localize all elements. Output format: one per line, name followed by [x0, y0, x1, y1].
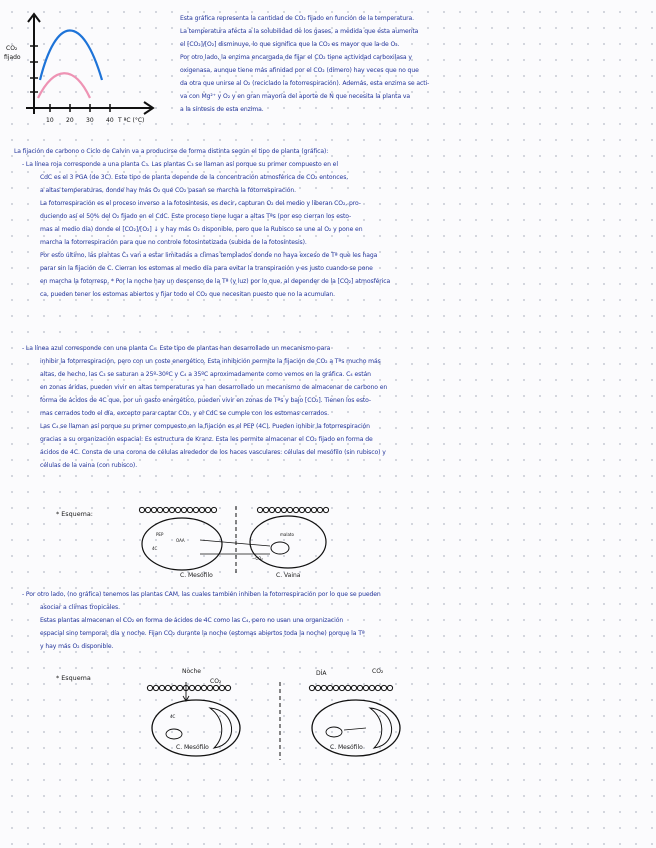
c4-curve-blue — [40, 30, 102, 80]
text-line: - La línea azul corresponde con una planta C₄. Este tipo de plantas han desarrollado un mecanismo para — [22, 345, 331, 352]
x-axis-label: T ªC (°C) — [118, 117, 145, 124]
co2-right-label: CO₂ — [372, 668, 384, 675]
text-line: parar sin la fijación de C. Cierran los estomas al medio día para evitar la transpiración y es justo cuando se pone — [40, 265, 373, 272]
text-line: oxigenasa, aunque tiene más afinidad por el CO₂ (dímero) hay veces que no que — [180, 67, 419, 74]
text-line: espacial sino temporal: día y noche. Fijan CO₂ durante la noche (estomas abiertos toda la noche) porque la Tª — [40, 630, 365, 637]
text-line: altas, de hecho, las C₃ se saturan a 25º-30ºC y C₄ a 35ºC aproximadamente como vemos en la gráfica. C₄ están — [40, 371, 371, 378]
vacuole-day — [370, 708, 392, 748]
c4-kranz-diagram — [130, 502, 370, 582]
text-line: a la síntesis de esta enzima. — [180, 106, 264, 113]
scheme-2-label: * Esquema — [56, 674, 91, 682]
temperature-co2-graph — [4, 10, 164, 140]
svg-text:4C: 4C — [152, 546, 158, 551]
text-line: Por esto último, las plantas C₃ van a estar limitadas a climas templados donde no haya exceso de Tª que les haga — [40, 252, 378, 259]
mesofilo-left-label: C. Mesófilo — [176, 744, 209, 751]
text-line: mas cerrados todo el día, excepto para captar CO₂, y el CdC se cumple con los estomas cerrados. — [40, 410, 329, 417]
x-tick-30: 30 — [86, 117, 94, 124]
x-tick-10: 10 — [46, 117, 54, 124]
scheme-1-label: * Esquema: — [56, 510, 93, 518]
text-line: Esta gráfica representa la cantidad de CO₂ fijado en función de la temperatura. — [180, 15, 414, 22]
text-line: células de la vaina (con rubisco). — [40, 462, 138, 469]
membrane-chain — [147, 685, 230, 690]
text-line: La temperatura afecta a la solubilidad de los gases, a medida que esta aumenta — [180, 28, 419, 35]
mesofilo-label: C. Mesófilo — [180, 572, 213, 579]
text-line: y hay más O₂ disponible. — [40, 643, 114, 650]
text-line: gracias a su organización espacial: Es estructura de Kranz. Esta les permite almacenar el CO₂ fijado en forma de — [40, 436, 373, 443]
text-line: ácidos de 4C. Consta de una corona de células alrededor de los haces vasculares: células del mesófilo (sin rubisco) y — [40, 449, 386, 456]
x-tick-40: 40 — [106, 117, 114, 124]
y-axis-label-2: fijado — [4, 54, 21, 61]
svg-text:4C: 4C — [170, 714, 176, 719]
text-line: La fotorrespiración es el proceso inverso a la fotosíntesis, es decir, capturan O₂ del medio y liberan CO₂, pro- — [40, 200, 361, 207]
membrane-chain — [309, 685, 392, 690]
y-axis-label-1: CO₂ — [6, 45, 18, 52]
text-line: en marcha la fotorresp. * Por la noche hay un descenso de la Tª (y luz) por lo que, al depender de la [CO₂] atmosférica — [40, 278, 391, 285]
text-line: inhibir la fotorrespiración, pero con un coste energético. Esta inhibición permite la fijación de CO₂ a Tªs mucho más — [40, 358, 381, 365]
c3-curve-pink — [38, 73, 90, 98]
mesofilo-right-label: C. Mesófilo — [330, 744, 363, 751]
text-line: en zonas áridas, pueden vivir en altas temperaturas ya han desarrollado un mecanismo de almacenar de carbono en — [40, 384, 388, 391]
membrane-chain — [257, 507, 328, 512]
section-c4-plants — [14, 342, 640, 472]
text-line: - Por otro lado, (no gráfica) tenemos las plantas CAM, las cuales también inhiben la fotorrespiración por lo que se pueden — [22, 591, 381, 598]
vacuole-night — [210, 708, 232, 748]
text-line: a altas temperaturas, donde hay más O₂ que CO₂ pasan se marcha la fotorrespiración. — [40, 187, 296, 194]
intro-paragraph — [180, 12, 642, 116]
dia-label: DÍA — [316, 670, 327, 677]
text-line: - La línea roja corresponde a una planta C₃. Las plantas C₃ se llaman así porque su primer compuesto en el — [22, 161, 338, 168]
text-line: va con Mg²⁺ y O₂ y en gran mayoría del aporte de N que necesita la planta va — [180, 93, 411, 100]
text-line: forma de ácidos de 4C que, por un gasto energético, pueden vivir en zonas de Tªs y bajo [CO₂]. Tienen los esto- — [40, 397, 372, 404]
text-line: asociar a climas tropicales. — [40, 604, 120, 611]
mesophyll-cell — [142, 518, 222, 570]
text-line: Estas plantas almacenan el CO₂ en forma de ácidos de 4C como las C₄, pero no usan una organización — [40, 617, 344, 624]
vaina-label: C. Vaina — [276, 572, 301, 579]
text-line: CdC es el 3 PGA (de 3C). Este tipo de planta depende de la concentración atmosférica de CO₂ entonces, — [40, 174, 349, 181]
text-line: marcha la fotorrespiración para que no controle fotosintetizada (subida de la fotosíntesis). — [40, 239, 307, 246]
text-line: mas al medio día) donde el [CO₂]/[O₂] ↓ y hay más O₂ disponible, pero que la Rubisco se une al O₂ y pone en — [40, 226, 363, 233]
svg-text:malato: malato — [280, 532, 294, 537]
text-line: el [CO₂]/[O₂] disminuye, lo que significa que la CO₂ es mayor que la de O₂. — [180, 41, 400, 48]
noche-label: Noche — [182, 668, 201, 675]
text-line: Por otro lado, la enzima encargada de fijar el CO₂ tiene actividad carboxilasa y — [180, 54, 412, 61]
section-c3-plants — [14, 145, 640, 301]
co2-left-label: CO₂ — [210, 678, 222, 685]
section-heading: La fijación de carbono o Ciclo de Calvin va a producirse de forma distinta según el tipo de planta (gráfica): — [14, 148, 329, 155]
svg-text:−CO₂: −CO₂ — [252, 556, 263, 561]
x-tick-20: 20 — [66, 117, 74, 124]
text-line: Las C₄ se llaman así porque su primer compuesto en la fijación es el PEP (4C). Pueden inhibir la fotorrespiración — [40, 423, 370, 430]
text-line: da otra que unirse al O₂ (reciclado la fotorrespiración). Además, esta enzima se acti- — [180, 80, 430, 87]
membrane-chain — [139, 507, 216, 512]
text-line: ca, pueden tener los estomas abiertos y fijar todo el CO₂ que necesitan puesto que no la acumulan. — [40, 291, 336, 298]
svg-text:OAA: OAA — [176, 538, 185, 543]
section-cam-plants — [14, 588, 640, 653]
svg-text:PEP: PEP — [156, 532, 164, 537]
text-line: duciendo así el 50% del O₂ fijado en el CdC. Este proceso tiene lugar a altas Tªs (por eso cierran los esto- — [40, 213, 352, 220]
